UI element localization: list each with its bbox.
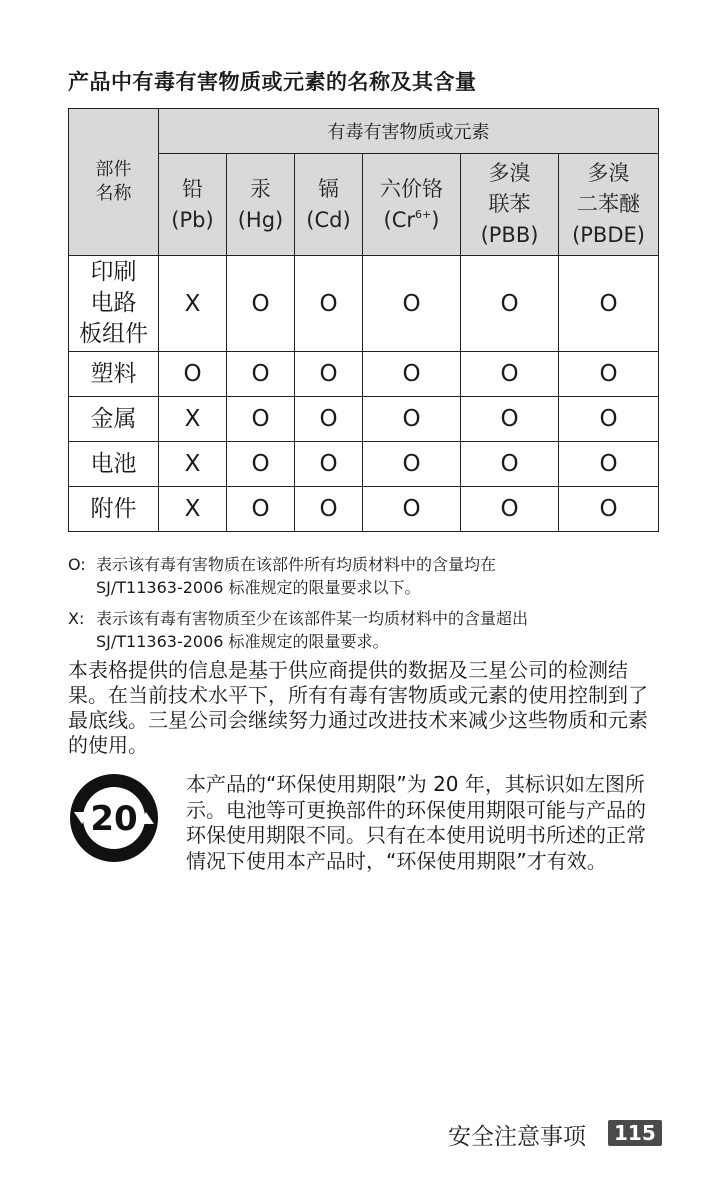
page-number: 115 xyxy=(608,1120,662,1146)
info-paragraph: 本表格提供的信息是基于供应商提供的数据及三星公司的检测结果。在当前技术水平下，所有有毒有害物质或元素的使用控制到了最底线。三星公司会继续努力通过改进技术来减少这些物质和元素的使用。 xyxy=(68,658,648,757)
table-cell: O xyxy=(363,397,461,442)
legend-note-o xyxy=(68,553,668,599)
footer-section-title: 安全注意事项 xyxy=(448,1124,586,1150)
legend-text: SJ/T11363-2006 标准规定的限量要求。 xyxy=(96,632,389,651)
table-row xyxy=(69,442,659,487)
part-name: 电池 xyxy=(69,442,159,487)
table-cell: X xyxy=(159,256,227,352)
table-cell: O xyxy=(227,442,295,487)
table-cell: O xyxy=(559,256,659,352)
table-cell: O xyxy=(227,487,295,532)
table-row xyxy=(69,397,659,442)
part-name-header xyxy=(69,109,159,256)
legend-key: X: xyxy=(68,609,85,628)
legend-key: O: xyxy=(68,555,86,574)
table-cell: O xyxy=(363,256,461,352)
table-cell: O xyxy=(559,352,659,397)
table-cell: O xyxy=(363,487,461,532)
part-name: 塑料 xyxy=(69,352,159,397)
substance-header-hg: 汞 (Hg) xyxy=(227,154,295,256)
table-cell: O xyxy=(559,397,659,442)
table-cell: O xyxy=(295,352,363,397)
substance-header-cd: 镉 (Cd) xyxy=(295,154,363,256)
table-cell: O xyxy=(461,256,559,352)
table-cell: O xyxy=(227,352,295,397)
epup-logo-number: 20 xyxy=(90,799,138,839)
substances-group-header: 有毒有害物质或元素 xyxy=(159,109,659,154)
substance-header-cr6: 六价铬 $(Cr^{6+})$ xyxy=(363,154,461,256)
table-cell: X xyxy=(159,487,227,532)
part-name-header-line: 部件 xyxy=(95,159,132,180)
table-cell: O xyxy=(461,352,559,397)
table-cell: O xyxy=(461,442,559,487)
epup-description: 本产品的“环保使用期限”为 20 年，其标识如左图所示。电池等可更换部件的环保使用期限可能与产品的环保使用期限不同。只有在本使用说明书所述的正常情况下使用本产品时，“环保使用期限”才有效。 xyxy=(186,772,646,873)
table-cell: O xyxy=(461,397,559,442)
legend-text: 表示该有毒有害物质在该部件所有均质材料中的含量均在 xyxy=(96,555,497,574)
table-row xyxy=(69,487,659,532)
table-cell: O xyxy=(363,442,461,487)
table-row xyxy=(69,352,659,397)
legend-text: 表示该有毒有害物质至少在该部件某一均质材料中的含量超出 xyxy=(96,609,529,628)
substance-header-pb: 铅 (Pb) xyxy=(159,154,227,256)
part-name: 附件 xyxy=(69,487,159,532)
table-cell: O xyxy=(295,256,363,352)
part-name: 金属 xyxy=(69,397,159,442)
table-cell: O xyxy=(461,487,559,532)
table-cell: O xyxy=(227,256,295,352)
substance-header-pbb: 多溴 联苯 (PBB) xyxy=(461,154,559,256)
table-cell: O xyxy=(227,397,295,442)
table-cell: O xyxy=(159,352,227,397)
epup-20-logo xyxy=(68,772,160,864)
table-cell: O xyxy=(559,487,659,532)
legend-text: SJ/T11363-2006 标准规定的限量要求以下。 xyxy=(96,578,421,597)
table-cell: O xyxy=(559,442,659,487)
part-name: 印刷 电路 板组件 xyxy=(69,256,159,352)
table-cell: O xyxy=(363,352,461,397)
table-cell: O xyxy=(295,397,363,442)
table-cell: O xyxy=(295,442,363,487)
part-name-header-line: 名称 xyxy=(95,183,132,204)
substance-header-pbde: 多溴 二苯醚 (PBDE) xyxy=(559,154,659,256)
table-cell: X xyxy=(159,442,227,487)
table-row xyxy=(69,256,659,352)
table-cell: O xyxy=(295,487,363,532)
legend-note-x xyxy=(68,607,668,653)
table-cell: X xyxy=(159,397,227,442)
hazardous-substances-table xyxy=(68,108,659,532)
page-title: 产品中有毒有害物质或元素的名称及其含量 xyxy=(68,70,477,94)
